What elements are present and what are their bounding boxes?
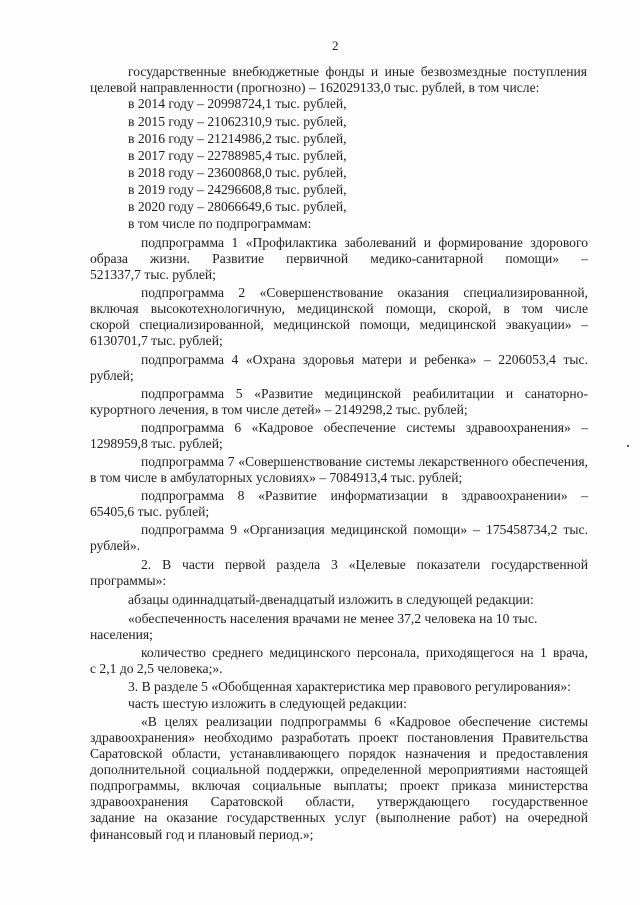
scan-speck (627, 445, 629, 447)
page-number: 2 (332, 38, 339, 53)
text-line: подпрограмма 2 «Совершенствование оказания специализированной, (141, 285, 588, 300)
text-line: подпрограммы, включая социальные выплаты; проект приказа министерства (90, 778, 588, 793)
text-line: образа жизни. Развитие первичной медико-санитарной помощи» – (90, 251, 588, 266)
text-line: 521337,7 тыс. рублей; (90, 267, 216, 282)
text-line: задание на оказание государственных услуг (выполнение работ) на очередной (90, 810, 588, 825)
text-line: государственные внебюджетные фонды и иные безвозмездные поступления (128, 64, 587, 79)
text-line: курортного лечения, в том числе детей» – 2149298,2 тыс. рублей; (90, 402, 468, 417)
text-line: «обеспеченность населения врачами не менее 37,2 человека на 10 тыс. (128, 611, 538, 626)
text-line: Саратовской области, устанавливающего порядок назначения и предоставления (90, 746, 588, 761)
text-line: дополнительной социальной поддержки, определенной мероприятиями настоящей (90, 762, 588, 777)
text-line: подпрограмма 1 «Профилактика заболеваний и формирование здорового (141, 235, 588, 250)
text-line: включая высокотехнологичную, медицинской помощи, скорой, в том числе (90, 301, 588, 316)
text-line: количество среднего медицинского персонала, приходящегося на 1 врача, (141, 645, 588, 660)
text-line: в том числе в амбулаторных условиях» – 7084913,4 тыс. рублей; (90, 470, 463, 485)
text-line: подпрограмма 8 «Развитие информатизации в здравоохранении» – (141, 488, 588, 503)
text-line: в 2020 году – 28066649,6 тыс. рублей, (128, 199, 347, 214)
text-line: 6130701,7 тыс. рублей; (90, 333, 223, 348)
text-line: здравоохранения» необходимо разработать проект постановления Правительства (90, 730, 588, 745)
text-line: 2. В части первой раздела 3 «Целевые показатели государственной (141, 557, 588, 572)
text-line: населения; (90, 627, 153, 642)
text-line: 3. В разделе 5 «Обобщенная характеристика мер правового регулирования»: (128, 679, 571, 694)
text-line: 1298959,8 тыс. рублей; (90, 436, 223, 451)
text-line: рублей». (90, 538, 141, 553)
text-line: целевой направленности (прогнозно) – 162029133,0 тыс. рублей, в том числе: (90, 80, 540, 95)
text-line: здравоохранения Саратовской области, утверждающего государственное (90, 794, 588, 809)
text-line: в 2019 году – 24296608,8 тыс. рублей, (128, 182, 347, 197)
text-line: в том числе по подпрограммам: (128, 216, 312, 231)
text-line: финансовый год и плановый период.»; (90, 827, 314, 842)
text-line: скорой специализированной, медицинской помощи, медицинской эвакуации» – (90, 317, 588, 332)
text-line: в 2016 году – 21214986,2 тыс. рублей, (128, 131, 347, 146)
text-line: подпрограмма 4 «Охрана здоровья матери и ребенка» – 2206053,4 тыс. (141, 352, 588, 367)
text-line: подпрограмма 7 «Совершенствование системы лекарственного обеспечения, (141, 454, 588, 469)
text-line: с 2,1 до 2,5 человека;». (90, 661, 223, 676)
text-line: в 2018 году – 23600868,0 тыс. рублей, (128, 165, 347, 180)
text-line: подпрограмма 6 «Кадровое обеспечение системы здравоохранения» – (141, 420, 588, 435)
text-line: в 2017 году – 22788985,4 тыс. рублей, (128, 148, 347, 163)
text-line: 65405,6 тыс. рублей; (90, 504, 210, 519)
text-line: в 2014 году – 20998724,1 тыс. рублей, (128, 96, 347, 111)
text-line: рублей; (90, 368, 134, 383)
text-line: подпрограмма 9 «Организация медицинской помощи» – 175458734,2 тыс. (141, 522, 588, 537)
text-line: «В целях реализации подпрограммы 6 «Кадровое обеспечение системы (141, 714, 588, 729)
text-line: подпрограмма 5 «Развитие медицинской реабилитации и санаторно- (141, 386, 588, 401)
text-line: в 2015 году – 21062310,9 тыс. рублей, (128, 114, 347, 129)
text-line: программы»: (90, 573, 167, 588)
text-line: абзацы одиннадцатый-двенадцатый изложить в следующей редакции: (128, 592, 534, 607)
text-line: часть шестую изложить в следующей редакции: (128, 696, 407, 711)
